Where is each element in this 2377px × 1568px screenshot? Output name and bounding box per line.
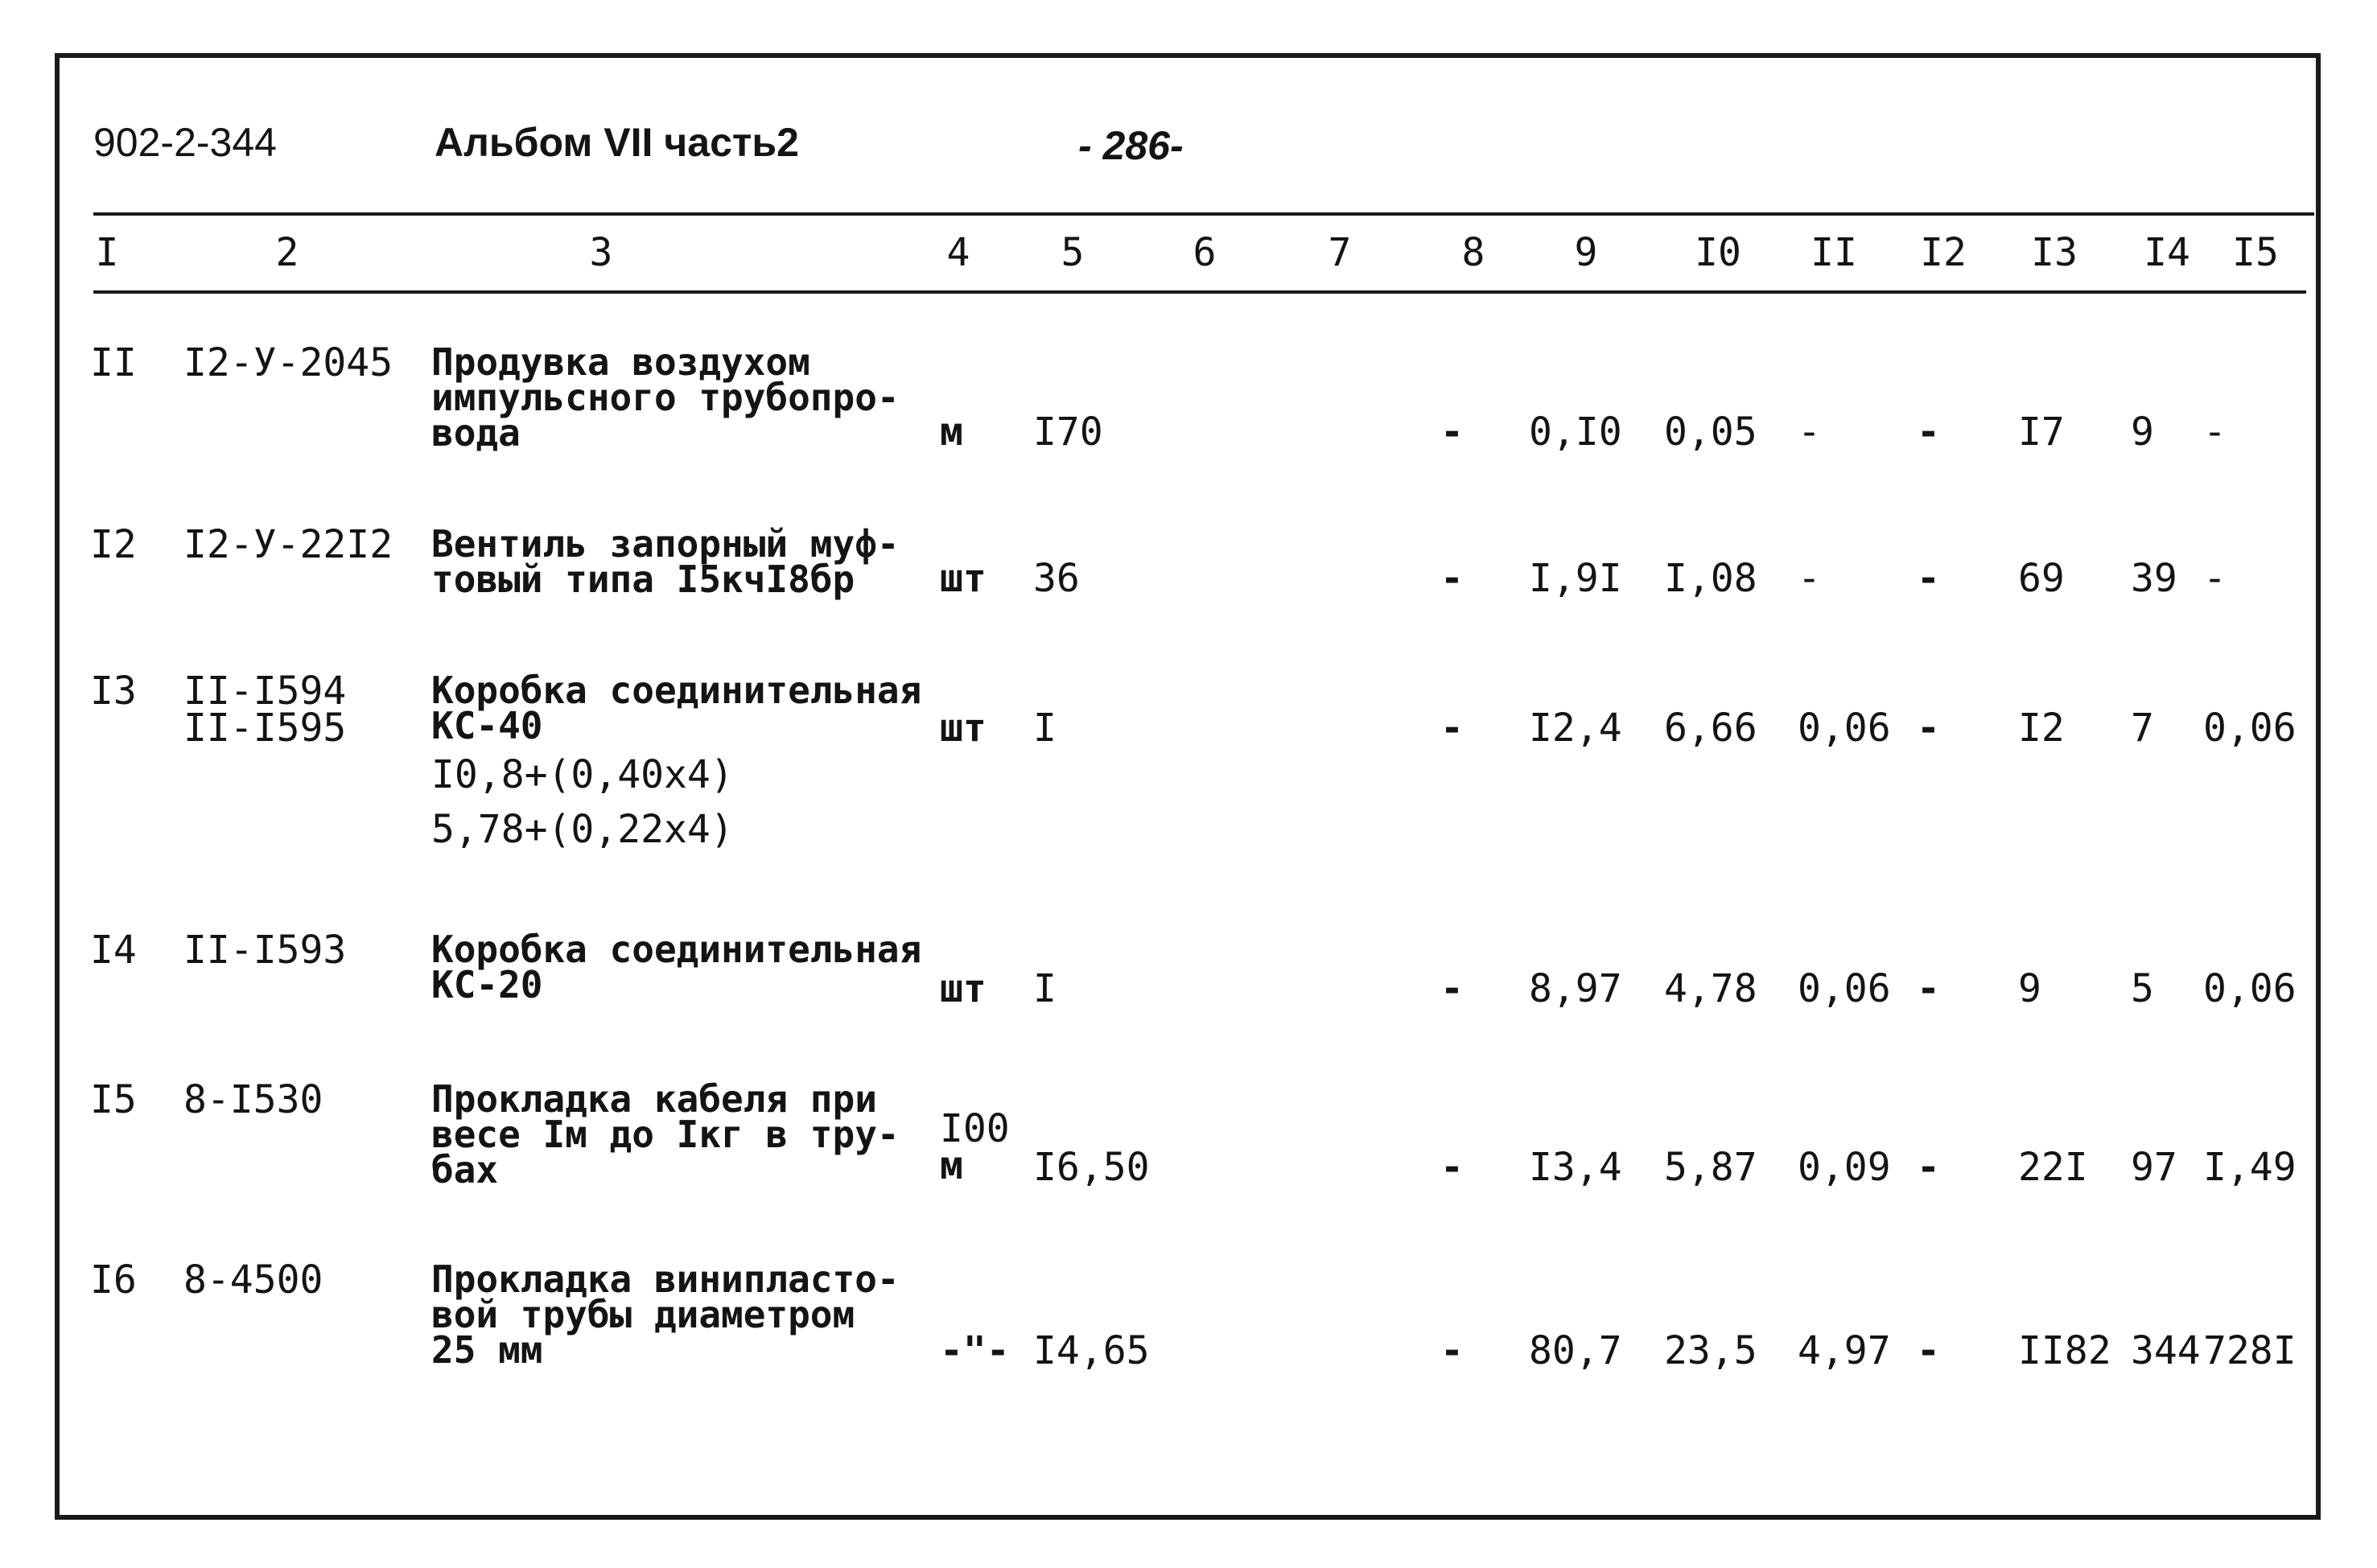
column-number: 2 (275, 230, 299, 275)
column-number: 9 (1574, 230, 1598, 275)
col-10-value: 0,05 (1664, 409, 1757, 455)
col-13-value: I2 (2018, 706, 2065, 751)
work-description: весе Iм до Iкг в тру- (431, 1113, 900, 1156)
col-14-value: 7 (2131, 706, 2154, 751)
header-rule-top (93, 212, 2314, 216)
work-description: КС-20 (431, 963, 543, 1006)
work-description: КС-40 (431, 704, 543, 747)
column-number: 7 (1328, 230, 1352, 275)
col-11-value: 0,06 (1798, 706, 1891, 751)
column-number: 3 (589, 230, 613, 275)
col-14-value: 9 (2131, 409, 2154, 455)
work-description: Прокладка винипласто- (431, 1257, 900, 1301)
col-8-value: - (1440, 1328, 1464, 1373)
quantity: I6,50 (1033, 1145, 1150, 1190)
unit: м (940, 1143, 963, 1188)
col-9-value: 8,97 (1529, 966, 1622, 1011)
col-8-value: - (1440, 409, 1464, 455)
column-number: I5 (2232, 230, 2279, 275)
unit: шт (940, 556, 987, 601)
col-11-value: - (1798, 409, 1821, 455)
col-15-value: 0,06 (2203, 966, 2297, 1011)
col-13-value: 22I (2018, 1145, 2088, 1190)
col-10-value: I,08 (1664, 556, 1757, 601)
column-number: II (1811, 230, 1857, 275)
row-number: I3 (90, 669, 137, 714)
norm-code: I2-У-22I2 (183, 522, 393, 567)
col-12-value: - (1917, 1145, 1940, 1190)
quantity: I (1033, 706, 1057, 751)
column-number: I4 (2144, 230, 2190, 275)
col-10-value: 23,5 (1664, 1328, 1757, 1373)
col-9-value: I2,4 (1529, 706, 1622, 751)
col-12-value: - (1917, 556, 1940, 601)
col-15-value: 728I (2203, 1328, 2297, 1373)
quantity: I (1033, 966, 1057, 1011)
col-11-value: 0,09 (1798, 1145, 1891, 1190)
col-9-value: 80,7 (1529, 1328, 1622, 1373)
unit: -"- (940, 1328, 1010, 1373)
col-8-value: - (1440, 706, 1464, 751)
col-14-value: 39 (2131, 556, 2177, 601)
norm-code: II-I595 (183, 706, 347, 751)
column-number: I3 (2031, 230, 2078, 275)
col-9-value: I3,4 (1529, 1145, 1622, 1190)
work-description: Коробка соединительная (431, 669, 922, 712)
column-number: I (95, 230, 119, 275)
col-12-value: - (1917, 1328, 1940, 1373)
norm-code: I2-У-2045 (183, 340, 393, 385)
quantity: I70 (1033, 409, 1103, 455)
col-10-value: 4,78 (1664, 966, 1757, 1011)
work-description: импульсного трубопро- (431, 376, 900, 419)
col-12-value: - (1917, 409, 1940, 455)
work-description: бах (431, 1148, 499, 1191)
col-12-value: - (1917, 706, 1940, 751)
col-9-value: 0,I0 (1529, 409, 1622, 455)
row-number: I6 (90, 1257, 137, 1303)
work-description: Прокладка кабеля при (431, 1077, 877, 1121)
row-number: I4 (90, 928, 137, 973)
col-15-value: 0,06 (2203, 706, 2297, 751)
unit: шт (940, 966, 987, 1011)
col-8-value: - (1440, 1145, 1464, 1190)
col-12-value: - (1917, 966, 1940, 1011)
column-number: I0 (1695, 230, 1741, 275)
col-13-value: I7 (2018, 409, 2065, 455)
col-15-value: - (2203, 409, 2227, 455)
unit: I00 (940, 1106, 1010, 1151)
col-14-value: 5 (2131, 966, 2154, 1011)
col-15-value: I,49 (2203, 1145, 2297, 1190)
norm-code: II-I594 (183, 669, 347, 714)
col-13-value: 9 (2018, 966, 2041, 1011)
column-number: 5 (1061, 230, 1085, 275)
col-8-value: - (1440, 556, 1464, 601)
column-number: 6 (1193, 230, 1217, 275)
work-description: вода (431, 411, 521, 455)
row-number: I2 (90, 522, 137, 567)
column-number: 8 (1461, 230, 1485, 275)
row-number: I5 (90, 1077, 137, 1122)
work-description: Продувка воздухом (431, 340, 810, 384)
work-description: товый типа I5кчI8бр (431, 558, 855, 601)
col-8-value: - (1440, 966, 1464, 1011)
col-14-value: 344 (2131, 1328, 2201, 1373)
col-10-value: 5,87 (1664, 1145, 1757, 1190)
work-description: Коробка соединительная (431, 928, 922, 971)
norm-code: 8-4500 (183, 1257, 323, 1303)
row-number: II (90, 340, 137, 385)
col-15-value: - (2203, 556, 2227, 601)
formula-note: 5,78+(0,22x4) (431, 807, 734, 852)
col-11-value: 4,97 (1798, 1328, 1891, 1373)
work-description: вой трубы диаметром (431, 1293, 855, 1336)
header-rule-bottom (93, 290, 2306, 294)
quantity: 36 (1033, 556, 1080, 601)
quantity: I4,65 (1033, 1328, 1150, 1373)
formula-note: I0,8+(0,40x4) (431, 752, 734, 797)
col-9-value: I,9I (1529, 556, 1622, 601)
col-11-value: 0,06 (1798, 966, 1891, 1011)
col-13-value: II82 (2018, 1328, 2111, 1373)
col-14-value: 97 (2131, 1145, 2177, 1190)
norm-code: II-I593 (183, 928, 347, 973)
work-description: Вентиль запорный муф- (431, 522, 900, 566)
column-number: I2 (1920, 230, 1967, 275)
document-code: 902-2-344 (93, 120, 277, 165)
norm-code: 8-I530 (183, 1077, 323, 1122)
work-description: 25 мм (431, 1328, 543, 1372)
col-11-value: - (1798, 556, 1821, 601)
page-number: - 286- (1078, 123, 1184, 168)
unit: м (940, 409, 963, 455)
album-label: Альбом VII часть2 (435, 120, 799, 165)
unit: шт (940, 706, 987, 751)
col-13-value: 69 (2018, 556, 2065, 601)
col-10-value: 6,66 (1664, 706, 1757, 751)
column-number: 4 (946, 230, 970, 275)
